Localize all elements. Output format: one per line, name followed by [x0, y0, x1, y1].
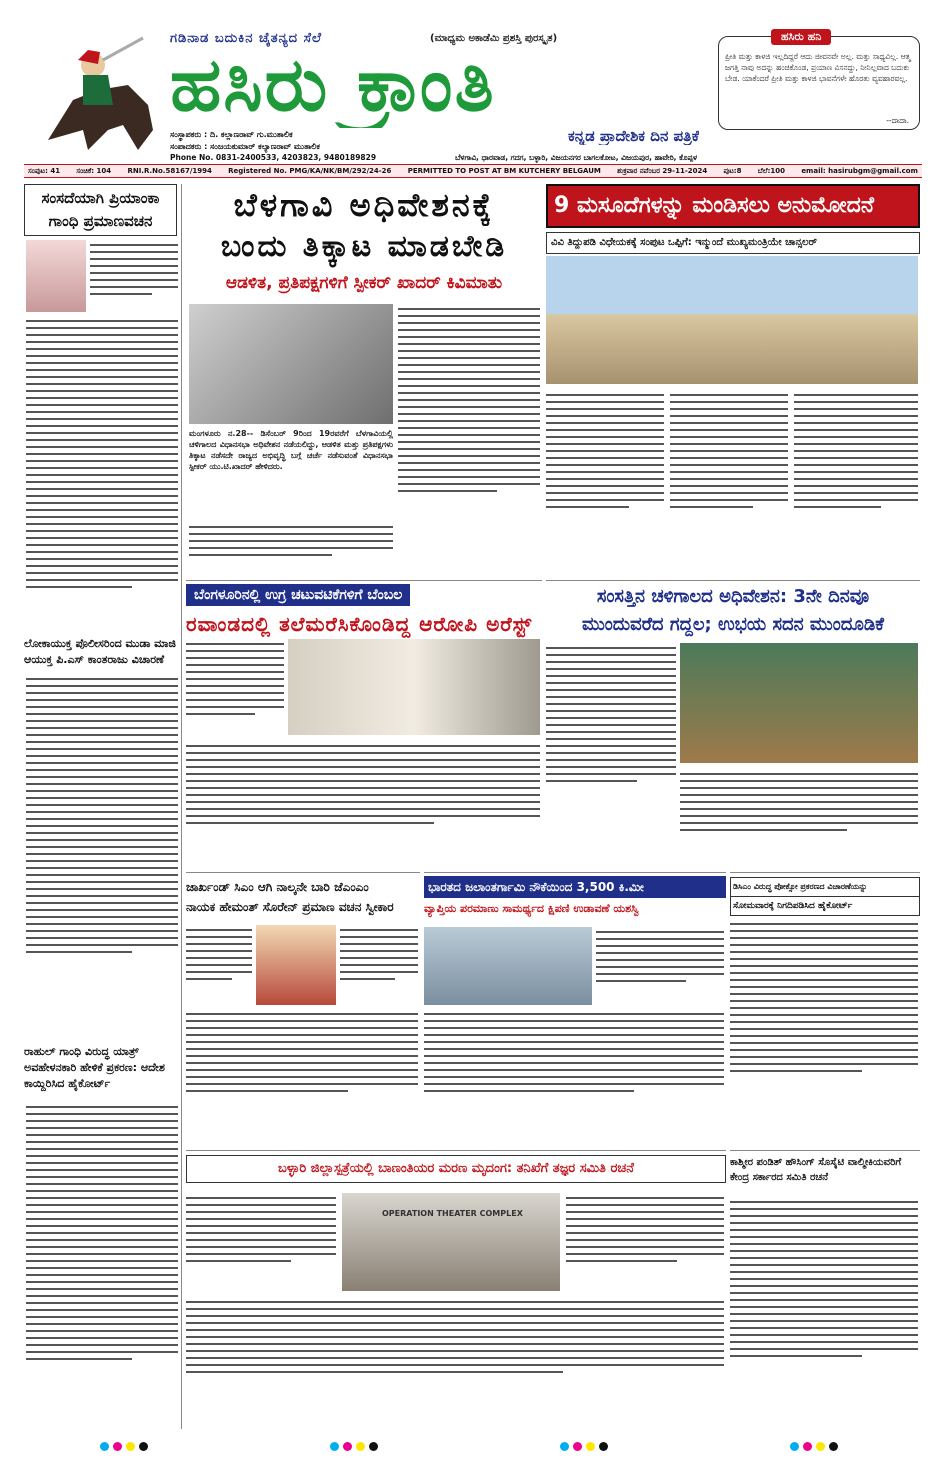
volume: ಸಂಪುಟ: 41	[28, 166, 61, 175]
price: ಬೆಲೆ:100	[757, 166, 786, 175]
ballari-body-2	[566, 1193, 724, 1267]
pocso-headline-1: ಡಿಸಿಎಂ ವಿರುದ್ಧ ಪೋಕ್ಸೋ ಪ್ರಕರಣದ ವಿಚಾರಣೆಯನ್ನು	[730, 877, 920, 897]
mudra-headline: ಲೋಕಾಯುಕ್ತ ಪೊಲೀಸರಿಂದ ಮುಡಾ ಮಾಜಿ ಆಯುಕ್ತ ಪಿ.ಎಸ್ ಕಾಂತರಾಜು ವಿಚಾರಣೆ	[24, 637, 176, 666]
khader-photo	[189, 304, 393, 424]
lead-story	[186, 184, 542, 579]
soren-body-3	[186, 1009, 418, 1097]
lead-subheadline: ಆಡಳಿತ, ಪ್ರತಿಪಕ್ಷಗಳಿಗೆ ಸ್ಪೀಕರ್ ಖಾದರ್ ಕಿವಿಮಾತು	[225, 273, 503, 293]
lead-body-bottom	[189, 522, 393, 561]
media-line: (ಮಾಧ್ಯಮ ಅಕಾಡೆಮಿ ಪ್ರಶಸ್ತಿ ಪುರಸ್ಕೃತ)	[430, 33, 558, 44]
priyanka-photo	[26, 240, 86, 312]
cabinet-body-3	[794, 390, 918, 513]
magenta-dot	[803, 1442, 812, 1451]
cyan-dot	[330, 1442, 339, 1451]
registered-number: Registered No. PMG/KA/NK/BM/292/24-26	[228, 167, 392, 175]
magenta-dot	[573, 1442, 582, 1451]
soren-headline-1: ಜಾರ್ಖಂಡ್ ಸಿಎಂ ಆಗಿ ನಾಲ್ಕನೇ ಬಾರಿ ಜೆಎಂಎಂ	[186, 880, 369, 894]
registration-marks-3	[560, 1442, 608, 1451]
soren-body-1	[186, 925, 252, 985]
rahul-headline: ರಾಹುಲ್ ಗಾಂಧಿ ವಿರುದ್ಧ ಯಾತ್ರ್ ಅವಹೇಳನಕಾರಿ ಹೇಳಿಕೆ ಪ್ರಕರಣ: ಆದೇಶ ಕಾಯ್ದಿರಿಸಿದ ಹೈಕೋರ್ಟ್	[24, 1045, 165, 1090]
black-dot	[139, 1442, 148, 1451]
cabinet-body-1	[546, 390, 664, 513]
missile-photo	[424, 927, 592, 1005]
page-count: ಪುಟ:8	[723, 166, 742, 175]
newspaper-subtitle: ಕನ್ನಡ ಪ್ರಾದೇಶಿಕ ದಿನ ಪತ್ರಿಕೆ	[568, 127, 700, 145]
missile-story	[424, 872, 726, 1147]
cabinet-body-2	[670, 390, 788, 513]
soren-headline-2: ನಾಯಕ ಹೇಮಂತ್ ಸೊರೇನ್ ಪ್ರಮಾಣ ವಚನ ಸ್ವೀಕಾರ	[186, 900, 394, 914]
parliament-body-2	[680, 769, 918, 836]
rwanda-headline: ರವಾಂಡದಲ್ಲಿ ತಲೆಮರೆಸಿಕೊಂಡಿದ್ದ ಆರೋಪಿ ಅರೆಸ್ಟ್	[186, 612, 533, 636]
yellow-dot	[586, 1442, 595, 1451]
black-dot	[829, 1442, 838, 1451]
masthead	[0, 0, 945, 163]
cyan-dot	[790, 1442, 799, 1451]
missile-body-2	[424, 1009, 724, 1097]
kashmir-headline: ಕಾಶ್ಮೀರ ಪಂಡಿತ್ ಹೌಸಿಂಗ್ ಸೊಸೈಟಿ ವಾಲ್ಮೀಕಿಯವರಿಗೆ ಕೇಂದ್ರ ಸರ್ಕಾರದ ಸಮಿತಿ ರಚನೆ	[730, 1157, 902, 1183]
left-column	[24, 184, 182, 1429]
rahul-body	[26, 1102, 178, 1365]
quote-box-title: ಹಸಿರು ಹನಿ	[771, 29, 831, 45]
registration-marks-4	[790, 1442, 838, 1451]
quote-box-sign: --ದಾದಾ.	[886, 116, 909, 125]
parliament-body-1	[546, 643, 676, 787]
parliament-headline-2: ಮುಂದುವರೆದ ಗದ್ದಲ; ಉಭಯ ಸದನ ಮುಂದೂಡಿಕೆ	[581, 614, 885, 635]
parliament-photo	[680, 643, 918, 763]
hospital-photo	[342, 1193, 560, 1291]
cyan-dot	[560, 1442, 569, 1451]
issue: ಸಂಚಿಕೆ: 104	[76, 166, 112, 175]
registration-marks-2	[330, 1442, 378, 1451]
phone-line: Phone No. 0831-2400533, 4203823, 9480189829	[170, 153, 377, 162]
email: email: hasirubgm@gmail.com	[801, 167, 918, 175]
parliament-story	[546, 580, 920, 870]
yellow-dot	[356, 1442, 365, 1451]
soren-photo	[256, 925, 336, 1005]
missile-headline-1: ಭಾರತದ ಜಲಾಂತರ್ಗಾಮಿ ನೌಕೆಯಿಂದ 3,500 ಕಿ.ಮೀ	[424, 876, 726, 898]
black-dot	[599, 1442, 608, 1451]
ballari-headline: ಬಳ್ಳಾರಿ ಜಿಲ್ಲಾಸ್ಪತ್ರೆಯಲ್ಲಿ ಬಾಣಂತಿಯರ ಮರಣ ಮೃದಂಗ: ತನಿಖೆಗೆ ತಜ್ಞರ ಸಮಿತಿ ರಚನೆ	[186, 1155, 726, 1183]
horse-rider-logo	[28, 30, 173, 160]
priyanka-body-2	[26, 316, 178, 593]
pocso-story	[730, 872, 920, 1147]
soren-story	[186, 872, 420, 1147]
info-bar	[24, 164, 922, 178]
lead-headline-2: ಬಂದು ತಿಕ್ಕಾಟ ಮಾಡಬೇಡಿ	[220, 229, 508, 264]
rwanda-story	[186, 580, 542, 870]
pocso-headline-2: ಸೋಮವಾರಕ್ಕೆ ನಿಗದಿಪಡಿಸಿದ ಹೈಕೋರ್ಟ್	[730, 897, 920, 916]
tagline: ಗಡಿನಾಡ ಬದುಕಿನ ಚೈತನ್ಯದ ಸೆಲೆ	[170, 31, 322, 46]
missile-body-1	[596, 927, 724, 987]
missile-headline-2: ವ್ಯಾಪ್ತಿಯ ಪರಮಾಣು ಸಾಮರ್ಥ್ಯದ ಕ್ಷಿಪಣಿ ಉಡಾವಣೆ ಯಶಸ್ವಿ	[424, 902, 639, 915]
yellow-dot	[126, 1442, 135, 1451]
cabinet-subheadline: ವಿವಿ ತಿದ್ದುಪಡಿ ವಿಧೇಯಕಕ್ಕೆ ಸಂಪುಟ ಒಪ್ಪಿಗೆ: ಇನ್ಮುಂದೆ ಮುಖ್ಯಮಂತ್ರಿಯೇ ಚಾನ್ಸಲರ್	[546, 232, 920, 254]
pocso-body	[730, 919, 918, 1077]
lead-headline-1: ಬೆಳಗಾವಿ ಅಧಿವೇಶನಕ್ಕೆ	[233, 186, 495, 224]
rwanda-kicker: ಬೆಂಗಳೂರಿನಲ್ಲಿ ಉಗ್ರ ಚಟುವಟಿಕೆಗಳಿಗೆ ಬೆಂಬಲ	[186, 584, 410, 606]
priyanka-body	[90, 240, 178, 300]
quote-box-text: ಪ್ರೀತಿ ಮತ್ತು ಕಾಳಜಿ ಇಲ್ಲದಿದ್ದರೆ ಆದು ಜೀವನವೇ ಅಲ್ಲ. ಮತ್ತು ಸಾಧ್ಯವಿಲ್ಲ. ಆತ್ಮ ಜಗತ್ತಿ ನಾವು ಅದನ್ನು ಹಂಚಿಕೊಂಡ, ಪ್ರಯಾಣ ವಿಸನದ್ದು, ನೀನಿಲ್ಲವಾದ ಬದುಕು ಬೇಡ. ಯಾಕೆಂದರೆ ಪ್ರೀತಿ ಮತ್ತು ಕಾಳಜಿ ಭಾವನೆಗಳೇ ಹೊರತು ವ್ಯವಹಾರವಲ್ಲ.	[725, 52, 911, 83]
issue-date: ಶುಕ್ರವಾರ ನವೆಂಬರ 29-11-2024	[617, 166, 708, 175]
postal-permit: PERMITTED TO POST AT BM KUTCHERY BELGAUM	[407, 167, 601, 175]
editor-line: ಸಂಪಾದಕರು : ಸಂಜಯಕುಮಾರ್ ಕಲ್ಯಾಣರಾವ್ ಮುತಾಲಿಕ	[170, 142, 320, 151]
vidhana-soudha-photo	[546, 256, 918, 384]
priyanka-headline: ಸಂಸದೆಯಾಗಿ ಪ್ರಿಯಾಂಕಾ ಗಾಂಧಿ ಪ್ರಮಾಣವಚನ	[24, 184, 177, 236]
founder-line: ಸಂಸ್ಥಾಪಕರು : ದಿ. ಕಲ್ಲಾಣರಾವ್ ಗು.ಮುತಾಲಿಕ	[170, 130, 293, 139]
rwanda-photo	[288, 639, 540, 735]
rwanda-body-1	[186, 639, 284, 720]
newspaper-title: ಹಸಿರು ಕ್ರಾಂತಿ	[170, 42, 496, 128]
registration-marks-1	[100, 1442, 148, 1451]
quote-box	[718, 30, 920, 130]
ballari-body-1	[186, 1193, 336, 1267]
lead-body-right	[398, 304, 540, 497]
ballari-story	[186, 1150, 726, 1432]
lead-caption: ಮಂಗಳೂರು ನ.28-- ಡಿಸೆಂಬರ್ 9ರಿಂದ 19ರವರೆಗೆ ಬೆಳಗಾವಿಯಲ್ಲಿ ಚಳಿಗಾಲದ ವಿಧಾನಸಭಾ ಅಧಿವೇಶನ ನಡೆಯಲಿದ್ದು, ಆಡಳಿತ ಮತ್ತು ಪ್ರತಿಪಕ್ಷಗಳು ತಿಕ್ಕಾಟ ನಡೆಸದೇ ರಾಜ್ಯದ ಅಭಿವೃದ್ಧಿ ಬಗ್ಗೆ ಚರ್ಚೆ ನಡೆಸುವಂತೆ ವಿಧಾನಸಭಾ ಸ್ಪೀಕರ್ ಯು.ಟಿ.ಖಾದರ್ ಹೇಳಿದರು.	[189, 429, 393, 471]
parliament-headline-1: ಸಂಸತ್ತಿನ ಚಳಿಗಾಲದ ಅಧಿವೇಶನ: 3ನೇ ದಿನವೂ	[596, 586, 870, 607]
soren-body-2	[340, 925, 418, 985]
magenta-dot	[113, 1442, 122, 1451]
rni-number: RNI.R.No.58167/1994	[127, 167, 212, 175]
hospital-sign: OPERATION THEATER COMPLEX	[382, 1209, 523, 1218]
mudra-body	[26, 674, 178, 958]
ballari-body-3	[186, 1297, 724, 1378]
magenta-dot	[343, 1442, 352, 1451]
kashmir-body	[730, 1197, 918, 1362]
districts-line: ಬೆಳಗಾವಿ, ಧಾರವಾಡ, ಗದಗ, ಬಳ್ಳಾರಿ, ವಿಜಯನಗರ ಬಾಗಲಕೋಟ, ವಿಜಯಪುರ, ಹಾವೇರಿ, ಕೊಪ್ಪಳ	[455, 153, 698, 162]
cabinet-story	[546, 184, 920, 579]
yellow-dot	[816, 1442, 825, 1451]
cyan-dot	[100, 1442, 109, 1451]
cabinet-headline: 9 ಮಸೂದೆಗಳನ್ನು ಮಂಡಿಸಲು ಅನುಮೋದನೆ	[546, 184, 920, 228]
rwanda-body-2	[186, 741, 540, 829]
kashmir-story	[730, 1150, 920, 1432]
black-dot	[369, 1442, 378, 1451]
